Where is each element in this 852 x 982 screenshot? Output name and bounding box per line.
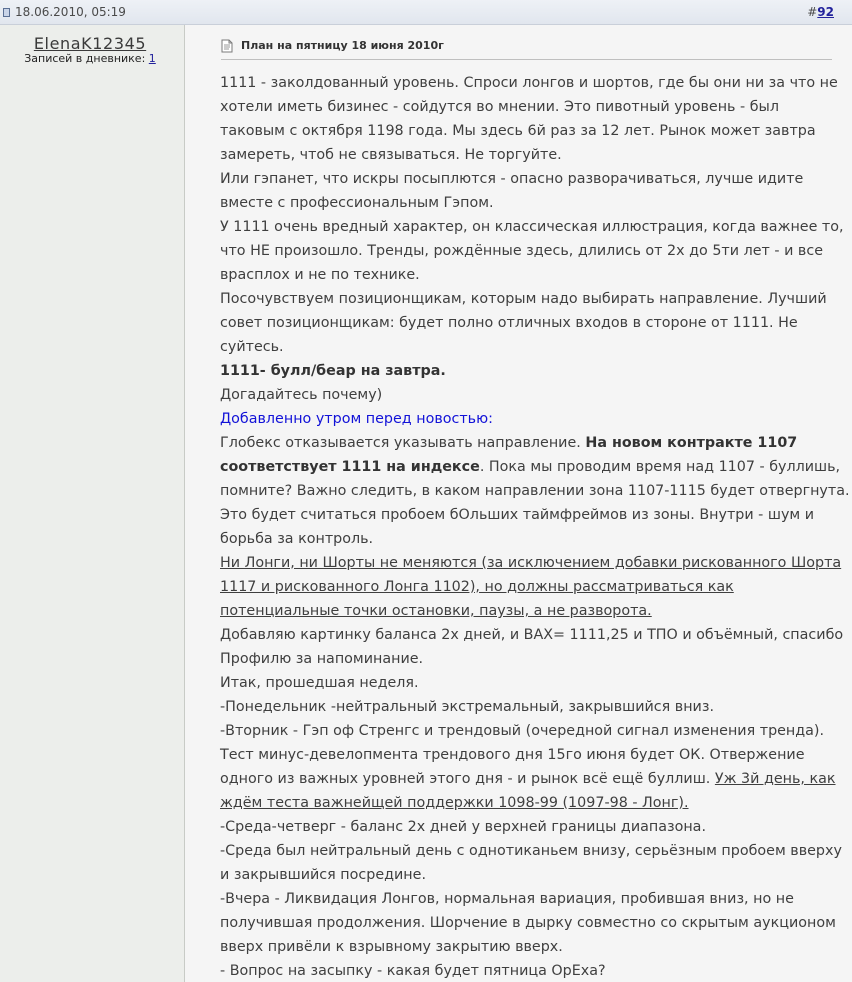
body-line: Это будет считаться пробоем бОльших таймфреймов из зоны. Внутри - шум и (220, 507, 815, 523)
user-info-column (0, 25, 185, 982)
body-line: Добавляю картинку баланса 2х дней, и ВАХ= 1111,25 и ТПО и объёмный, спасибо (220, 627, 844, 643)
body-line-underlined: ждём теста важнейщей поддержки 1098-99 (1097-98 - Лонг). (220, 795, 689, 811)
body-line: Или гэпанет, что искры посыплются - опасно разворачиваться, лучше идите (220, 171, 804, 187)
body-line: -Среда-четверг - баланс 2х дней у верхней границы диапазона. (220, 819, 706, 835)
user-entries (0, 52, 180, 65)
body-line: получившая продолжения. Шорчение в дырку совместно со скрытым аукционом (220, 915, 836, 931)
post-title: План на пятницу 18 июня 2010г (241, 39, 444, 52)
body-text: . Пока мы проводим время над 1107 - буллишь, (479, 459, 841, 475)
body-line: совет позиционщикам: будет полно отличных входов в стороне от 1111. Не (220, 315, 798, 331)
post-number-container (807, 5, 834, 19)
post-title-row (221, 39, 832, 60)
user-entries-label: Записей в дневнике: (24, 52, 149, 65)
body-line: - Вопрос на засыпку - какая будет пятница ОрЕха? (220, 963, 606, 979)
body-line-underlined: Ни Лонги, ни Шорты не меняются (за исключением добавки рискованного Шорта (220, 555, 842, 571)
body-line: Итак, прошедшая неделя. (220, 675, 419, 691)
body-line-bold: 1111- булл/беар на завтра. (220, 363, 446, 379)
user-entries-count-link[interactable]: 1 (148, 52, 156, 65)
post-status-icon (3, 8, 10, 17)
post-number-prefix: # (807, 5, 818, 19)
body-line: борьба за контроль. (220, 531, 374, 547)
post-number-link[interactable]: 92 (817, 5, 834, 19)
body-line: Профилю за напоминание. (220, 651, 424, 667)
body-text: Глобекс отказывается указывать направление. (220, 435, 586, 451)
body-line-highlight: Добавленно утром перед новостью: (220, 411, 493, 427)
body-line (220, 431, 838, 455)
body-text-underlined: Уж 3й день, как (714, 771, 836, 787)
body-text-bold: соответствует 1111 на индексе (220, 459, 480, 475)
body-line: хотели иметь бизинес - сойдутся во мнении. Это пивотный уровень - был (220, 99, 779, 115)
body-line (220, 767, 838, 791)
post-body (220, 71, 850, 982)
body-line: врасплох и не по технике. (220, 267, 420, 283)
body-line: замереть, чтоб не связываться. Не торгуйте. (220, 147, 562, 163)
post-date: 18.06.2010, 05:19 (15, 5, 126, 19)
body-line: что НЕ произошло. Тренды, рождённые здесь, длились от 2х до 5ти лет - и все (220, 243, 824, 259)
message-column (185, 25, 852, 982)
body-text-bold: На новом контракте 1107 (585, 435, 798, 451)
body-line: -Понедельник -нейтральный экстремальный, закрывшийся вниз. (220, 699, 714, 715)
body-line: таковым с октября 1198 года. Мы здесь 6й раз за 12 лет. Рынок может завтра (220, 123, 816, 139)
post-header (0, 0, 852, 25)
body-line: помните? Важно следить, в каком направлении зона 1107-1115 будет отвергнута. (220, 483, 850, 499)
body-line-underlined: 1117 и рискованного Лонга 1102), но должны рассматриваться как (220, 579, 734, 595)
body-line: -Вчера - Ликвидация Лонгов, нормальная вариация, пробившая вниз, но не (220, 891, 794, 907)
body-line: Тест минус-девелопмента трендового дня 15го июня будет ОК. Отвержение (220, 747, 805, 763)
body-line: -Вторник - Гэп оф Стренгс и трендовый (очередной сигнал изменения тренда). (220, 723, 825, 739)
body-line-underlined: потенциальные точки остановки, паузы, а не разворота. (220, 603, 652, 619)
body-line: Догадайтесь почему) (220, 387, 383, 403)
body-line: суйтесь. (220, 339, 284, 355)
document-icon (221, 39, 233, 53)
body-line (220, 455, 841, 479)
body-text: одного из важных уровней этого дня - и рынок всё ещё буллиш. (220, 771, 715, 787)
body-line: -Среда был нейтральный день с однотиканьем внизу, серьёзным пробоем вверху (220, 843, 842, 859)
body-line: вверх привёли к взрывному закрытию вверх. (220, 939, 563, 955)
body-line: и закрывшийся посредине. (220, 867, 426, 883)
post-date-container (3, 5, 126, 19)
body-line: У 1111 очень вредный характер, он классическая иллюстрация, когда важнее то, (220, 219, 844, 235)
body-line: вместе с профессиональным Гэпом. (220, 195, 494, 211)
body-line: 1111 - заколдованный уровень. Спроси лонгов и шортов, где бы они ни за что не (220, 75, 838, 91)
username-link[interactable]: ElenaK12345 (33, 34, 147, 53)
body-line: Посочувствуем позиционщикам, которым надо выбирать направление. Лучший (220, 291, 827, 307)
